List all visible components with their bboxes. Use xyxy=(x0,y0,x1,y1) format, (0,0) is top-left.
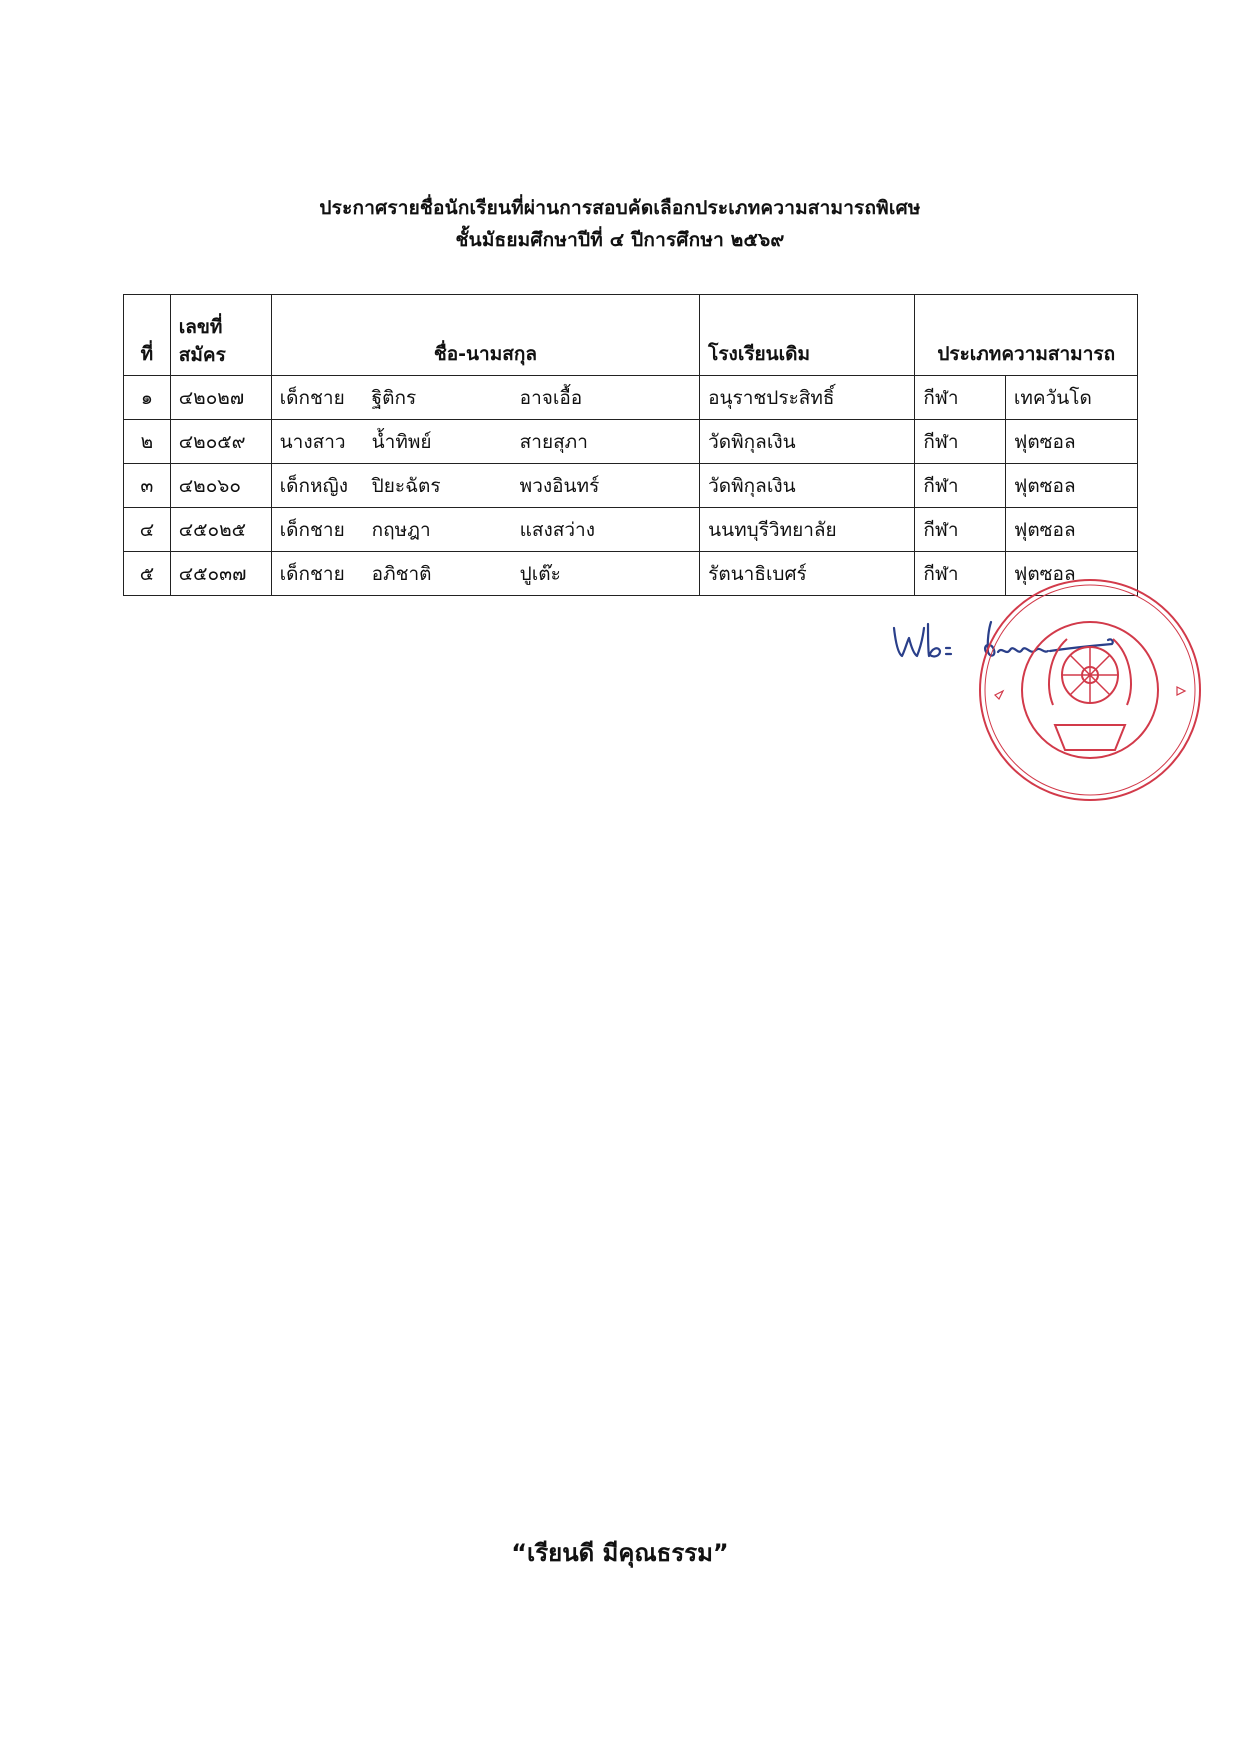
first-name: อภิชาติ xyxy=(371,562,432,585)
last-name: สายสุภา xyxy=(519,430,588,453)
previous-school: รัตนาธิเบศร์ xyxy=(700,552,915,596)
student-name xyxy=(271,552,699,596)
header-application-number xyxy=(170,295,271,376)
student-name xyxy=(271,508,699,552)
announcement-subtitle: ชั้นมัธยมศึกษาปีที่ ๔ ปีการศึกษา ๒๕๖๙ xyxy=(455,229,785,251)
row-number: ๒ xyxy=(124,420,171,464)
previous-school: อนุราชประสิทธิ์ xyxy=(700,376,915,420)
ability-category: กีฬา xyxy=(915,552,1005,596)
student-name xyxy=(271,376,699,420)
header-no: ที่ xyxy=(124,295,171,376)
last-name: อาจเอื้อ xyxy=(519,386,583,409)
student-name xyxy=(271,420,699,464)
student-name xyxy=(271,464,699,508)
ability-sport: ฟุตซอล xyxy=(1005,464,1137,508)
ability-sport: ฟุตซอล xyxy=(1005,552,1137,596)
school-motto: “เรียนดี มีคุณธรรม” xyxy=(511,1539,729,1567)
announcement-title: ประกาศรายชื่อนักเรียนที่ผ่านการสอบคัดเลือกประเภทความสามารถพิเศษ xyxy=(319,197,921,219)
table-row xyxy=(124,376,1138,420)
application-number: ๔๒๐๒๗ xyxy=(170,376,271,420)
name-prefix: เด็กหญิง xyxy=(279,474,348,497)
row-number: ๓ xyxy=(124,464,171,508)
first-name: กฤษฎา xyxy=(371,518,431,541)
ability-sport: ฟุตซอล xyxy=(1005,508,1137,552)
application-number: ๔๒๐๖๐ xyxy=(170,464,271,508)
name-prefix: เด็กชาย xyxy=(279,518,345,541)
header-school: โรงเรียนเดิม xyxy=(700,295,915,376)
name-prefix: เด็กชาย xyxy=(279,562,345,585)
school-seal xyxy=(975,575,1205,805)
application-number: ๔๒๐๕๙ xyxy=(170,420,271,464)
last-name: ปูเต๊ะ xyxy=(519,562,561,585)
table-row xyxy=(124,464,1138,508)
row-number: ๕ xyxy=(124,552,171,596)
header-application-line2: สมัคร xyxy=(178,344,226,366)
last-name: แสงสว่าง xyxy=(519,518,596,541)
first-name: น้ำทิพย์ xyxy=(371,430,432,453)
previous-school: นนทบุรีวิทยาลัย xyxy=(700,508,915,552)
results-table xyxy=(123,294,1138,596)
application-number: ๔๕๐๓๗ xyxy=(170,552,271,596)
ability-category: กีฬา xyxy=(915,464,1005,508)
ability-category: กีฬา xyxy=(915,508,1005,552)
header-ability-type: ประเภทความสามารถ xyxy=(915,295,1138,376)
ability-category: กีฬา xyxy=(915,376,1005,420)
header-application-line1: เลขที่ xyxy=(178,316,223,338)
table-row xyxy=(124,420,1138,464)
row-number: ๔ xyxy=(124,508,171,552)
ability-sport: เทควันโด xyxy=(1005,376,1137,420)
header-name: ชื่อ-นามสกุล xyxy=(271,295,699,376)
first-name: ฐิติกร xyxy=(371,386,417,409)
last-name: พวงอินทร์ xyxy=(519,474,600,497)
row-number: ๑ xyxy=(124,376,171,420)
name-prefix: เด็กชาย xyxy=(279,386,345,409)
ability-category: กีฬา xyxy=(915,420,1005,464)
previous-school: วัดพิกุลเงิน xyxy=(700,464,915,508)
ability-sport: ฟุตซอล xyxy=(1005,420,1137,464)
application-number: ๔๕๐๒๕ xyxy=(170,508,271,552)
table-row xyxy=(124,508,1138,552)
table-header-row xyxy=(124,295,1138,376)
first-name: ปิยะฉัตร xyxy=(371,474,441,497)
name-prefix: นางสาว xyxy=(279,430,346,453)
previous-school: วัดพิกุลเงิน xyxy=(700,420,915,464)
